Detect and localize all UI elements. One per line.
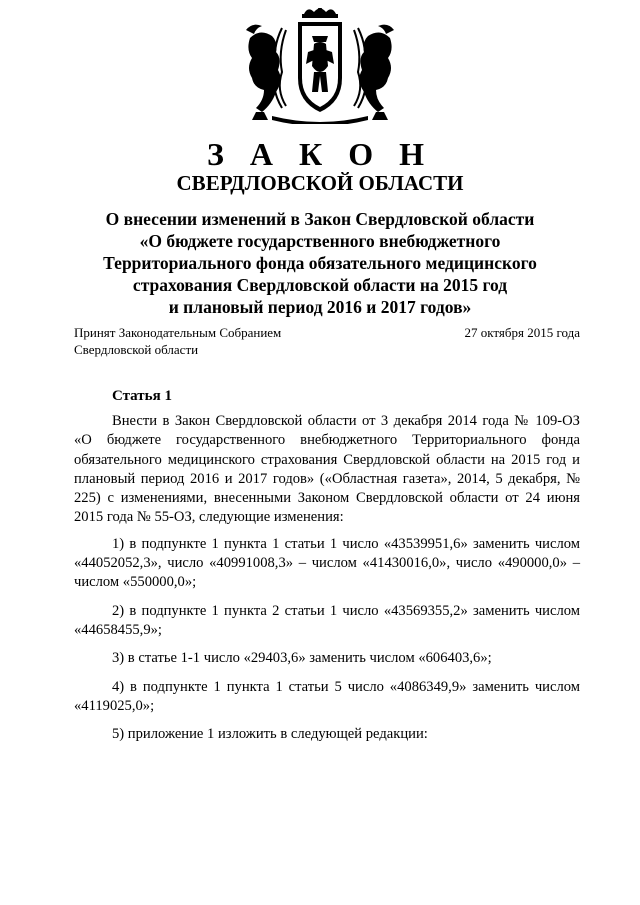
amendment-item: 1) в подпункте 1 пункта 1 статьи 1 число «43539951,6» заменить числом «44052052,3», число «40991008,3» – числом «41430016,0», число «490000,0» – числом «550000,0»; [74,535,580,591]
coat-of-arms-emblem [242,8,398,124]
subject-line: «О бюджете государственного внебюджетного [139,231,501,251]
article-body [74,412,580,753]
region-title: СВЕРДЛОВСКОЙ ОБЛАСТИ [176,171,464,195]
article-paragraph: Внести в Закон Свердловской области от 3 декабря 2014 года № 109-ОЗ «О бюджете государственного внебюджетного Территориального фонда обязательного медицинского страхования Свердловской области на 2015 год и плановый период 2016 и 2017 годов» («Областная газета», 2014, 5 декабря, № 225) с изменениями, внесенными Законом Свердловской области от 24 июня 2015 года № 55-ОЗ, следующие изменения: [74,413,580,526]
subject-line: Территориального фонда обязательного медицинского [103,253,537,273]
article-heading: Статья 1 [112,388,172,404]
coat-of-arms-icon [242,8,398,124]
amendment-item: 3) в статье 1-1 число «29403,6» заменить числом «606403,6»; [112,650,492,667]
amendment-item: 2) в подпункте 1 пункта 2 статьи 1 число «43569355,2» заменить числом «44658455,9»; [74,602,580,638]
amendment-item: 5) приложение 1 изложить в следующей редакции: [112,726,428,743]
subject-line: страхования Свердловской области на 2015 год [132,275,508,295]
subject-line: О внесении изменений в Закон Свердловской области [105,209,535,229]
adopted-by-line: Принят Законодательным Собранием [74,325,282,340]
adoption-date: 27 октября 2015 года [464,325,580,340]
law-subject [60,208,580,318]
subject-line: и плановый период 2016 и 2017 годов» [168,297,472,317]
adopted-by-line: Свердловской области [74,342,199,357]
adopted-by [74,324,334,358]
amendment-item: 4) в подпункте 1 пункта 1 статьи 5 число «4086349,9» заменить числом «4119025,0»; [74,678,580,714]
law-title: З А К О Н [207,136,433,172]
